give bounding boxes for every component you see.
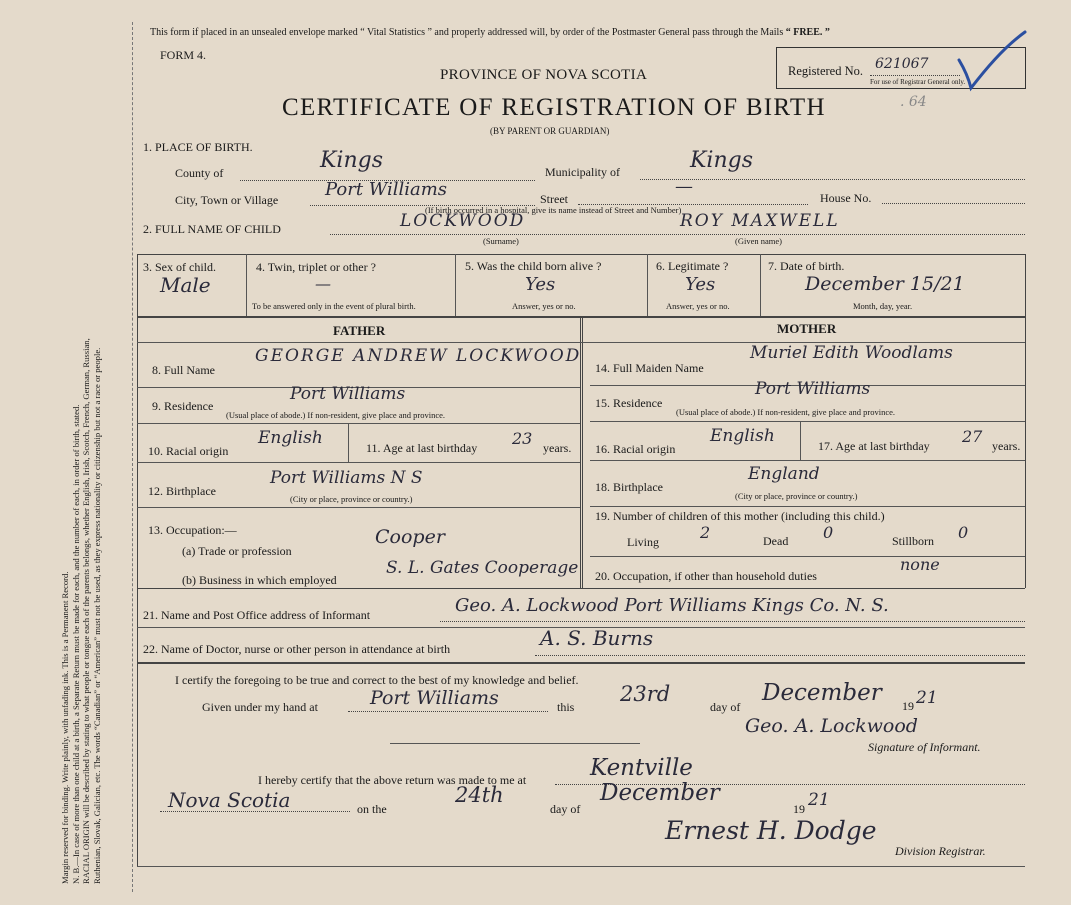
city-value: Port Williams (325, 179, 448, 200)
legitimate-label: 6. Legitimate ? (656, 259, 729, 273)
father-trade-value: Cooper (375, 526, 445, 548)
twin-label: 4. Twin, triplet or other ? (256, 260, 376, 274)
mother-name-label: 14. Full Maiden Name (595, 361, 704, 375)
mother-years-label: years. (992, 439, 1021, 453)
father-birthplace-label: 12. Birthplace (148, 484, 216, 498)
father-heading: FATHER (333, 323, 386, 338)
child-surname-value: LOCKWOOD (400, 211, 526, 231)
father-racial-value: English (258, 428, 323, 448)
mother-residence-note: (Usual place of abode.) If non-resident, give place and province. (676, 407, 896, 417)
informant-label: 21. Name and Post Office address of Informant (143, 608, 371, 622)
father-trade-label: (a) Trade or profession (182, 544, 292, 558)
given-month-value: December (762, 680, 882, 706)
registrar-day-of-label: day of (550, 802, 581, 816)
father-name-value: GEORGE ANDREW LOCKWOOD (255, 346, 582, 366)
registrar-use-note: For use of Registrar General only. (870, 78, 966, 86)
birth-date-value: December 15/21 (805, 273, 965, 295)
mail-notice: This form if placed in an unsealed envelope marked “ Vital Statistics ” and properly addressed will, by order of the Postmaster General pass through the Mails “ FREE. ” (150, 27, 830, 38)
mother-age-label: 17. Age at last birthday (818, 439, 930, 453)
mother-racial-label: 16. Racial origin (595, 442, 676, 456)
registrar-year-value: 21 (808, 790, 830, 810)
mother-name-value: Muriel Edith Woodlams (750, 343, 953, 363)
father-residence-value: Port Williams (290, 384, 406, 404)
born-alive-value: Yes (525, 274, 556, 295)
sex-value: Male (160, 273, 211, 297)
given-under-hand-label: Given under my hand at (202, 700, 318, 714)
registrar-year-print: 19 (793, 802, 805, 816)
margin-line-4: Ruthenian, Slovak, Galician, etc. The words “Canadian” or “American” must not be used, as they express nationality or citizenship but not a race or people. (91, 347, 102, 884)
dead-value: 0 (823, 523, 834, 542)
city-label: City, Town or Village (175, 193, 279, 207)
mother-birthplace-value: England (748, 464, 820, 484)
father-business-label: (b) Business in which employed (182, 573, 337, 587)
informant-signature-caption: Signature of Informant. (868, 740, 981, 754)
children-count-label: 19. Number of children of this mother (including this child.) (595, 509, 885, 523)
birth-date-note: Month, day, year. (853, 301, 913, 311)
binding-margin-line (132, 22, 133, 892)
margin-line-2: N. B.—In case of more than one child at a birth, a Separate Return must be made for each, and the number of each, in order of birth, stated. (70, 404, 81, 884)
province-heading: PROVINCE OF NOVA SCOTIA (440, 67, 648, 83)
form-number: FORM 4. (160, 48, 207, 62)
father-residence-note: (Usual place of abode.) If non-resident, give place and province. (226, 410, 446, 420)
margin-line-3: RACIAL ORIGIN will be described by stating to what people or tongue each of the parents belongs, whether English, Irish, Scotch, French, German, Russian, (81, 338, 91, 884)
legitimate-note: Answer, yes or no. (666, 301, 730, 311)
registrar-signature: Ernest H. Dodge (665, 816, 877, 845)
certificate-subtitle: (BY PARENT OR GUARDIAN) (490, 126, 610, 136)
mother-occupation-value: none (900, 555, 940, 574)
check-mark-icon (955, 30, 1027, 92)
mother-age-value: 27 (962, 427, 983, 446)
doctor-label: 22. Name of Doctor, nurse or other person in attendance at birth (143, 642, 451, 656)
father-birthplace-note: (City or place, province or country.) (290, 494, 413, 504)
municipality-label: Municipality of (545, 165, 620, 179)
margin-line-1: Margin reserved for binding. Write plainly, with unfading ink. This is a Permanent Record. (60, 571, 70, 884)
mother-birthplace-label: 18. Birthplace (595, 480, 663, 494)
registered-label: Registered No. (788, 64, 863, 78)
certificate-title: CERTIFICATE OF REGISTRATION OF BIRTH (282, 94, 826, 121)
doctor-value: A. S. Burns (540, 626, 654, 650)
father-birthplace-value: Port Williams N S (270, 468, 423, 488)
child-name-label: 2. FULL NAME OF CHILD (143, 222, 281, 236)
registrar-day-value: 24th (455, 783, 504, 807)
given-day-of-label: day of (710, 700, 741, 714)
dead-label: Dead (763, 534, 789, 548)
stillborn-value: 0 (958, 523, 969, 542)
given-year-print: 19 (902, 699, 914, 713)
street-value: — (675, 176, 693, 197)
mother-birthplace-note: (City or place, province or country.) (735, 491, 858, 501)
house-number-label: House No. (820, 191, 872, 205)
living-value: 2 (700, 523, 711, 542)
father-residence-label: 9. Residence (152, 399, 214, 413)
place-of-birth-heading: 1. PLACE OF BIRTH. (143, 140, 253, 154)
mother-heading: MOTHER (777, 321, 837, 336)
this-label: this (557, 700, 575, 714)
father-years-label: years. (543, 441, 572, 455)
sex-label: 3. Sex of child. (143, 260, 216, 274)
registrar-signature-caption: Division Registrar. (895, 844, 986, 858)
surname-caption: (Surname) (483, 236, 519, 246)
father-business-value: S. L. Gates Cooperage (386, 558, 579, 578)
title-mark: . 64 (900, 94, 927, 110)
mother-racial-value: English (710, 426, 775, 446)
father-age-value: 23 (512, 429, 533, 448)
given-place-value: Port Williams (370, 687, 499, 709)
county-label: County of (175, 166, 224, 180)
registrar-month-value: December (600, 780, 720, 806)
child-given-name-value: ROY MAXWELL (680, 211, 840, 231)
birth-date-label: 7. Date of birth. (768, 259, 845, 273)
mother-residence-value: Port Williams (755, 379, 871, 399)
father-racial-label: 10. Racial origin (148, 444, 229, 458)
registrar-on-label: on the (357, 802, 387, 816)
legitimate-value: Yes (685, 274, 716, 295)
father-age-label: 11. Age at last birthday (366, 441, 478, 455)
given-year-value: 21 (916, 688, 938, 708)
informant-signature: Geo. A. Lockwood (745, 715, 918, 737)
father-occupation-label: 13. Occupation:— (148, 523, 237, 537)
informant-certify-statement: I certify the foregoing to be true and correct to the best of my knowledge and belief. (175, 673, 579, 687)
registered-number: 621067 (875, 56, 929, 72)
mother-residence-label: 15. Residence (595, 396, 663, 410)
born-alive-label: 5. Was the child born alive ? (465, 259, 602, 273)
hospital-note: (If birth occurred in a hospital, give its name instead of Street and Number) (425, 205, 682, 215)
mother-occupation-label: 20. Occupation, if other than household duties (595, 569, 817, 583)
twin-value: — (315, 274, 331, 293)
stillborn-label: Stillborn (892, 534, 935, 548)
born-alive-note: Answer, yes or no. (512, 301, 576, 311)
living-label: Living (627, 535, 659, 549)
given-day-value: 23rd (620, 682, 671, 706)
registrar-province-value: Nova Scotia (168, 788, 291, 812)
twin-note: To be answered only in the event of plural birth. (252, 301, 416, 311)
informant-value: Geo. A. Lockwood Port Williams Kings Co. N. S. (455, 595, 889, 616)
county-value: Kings (320, 148, 384, 173)
margin-instructions (60, 24, 102, 884)
father-name-label: 8. Full Name (152, 363, 215, 377)
given-name-caption: (Given name) (735, 236, 782, 246)
registrar-statement: I hereby certify that the above return was made to me at (258, 773, 527, 787)
municipality-value: Kings (690, 148, 754, 173)
street-label: Street (540, 192, 568, 206)
registrar-place-value: Kentville (590, 755, 693, 781)
